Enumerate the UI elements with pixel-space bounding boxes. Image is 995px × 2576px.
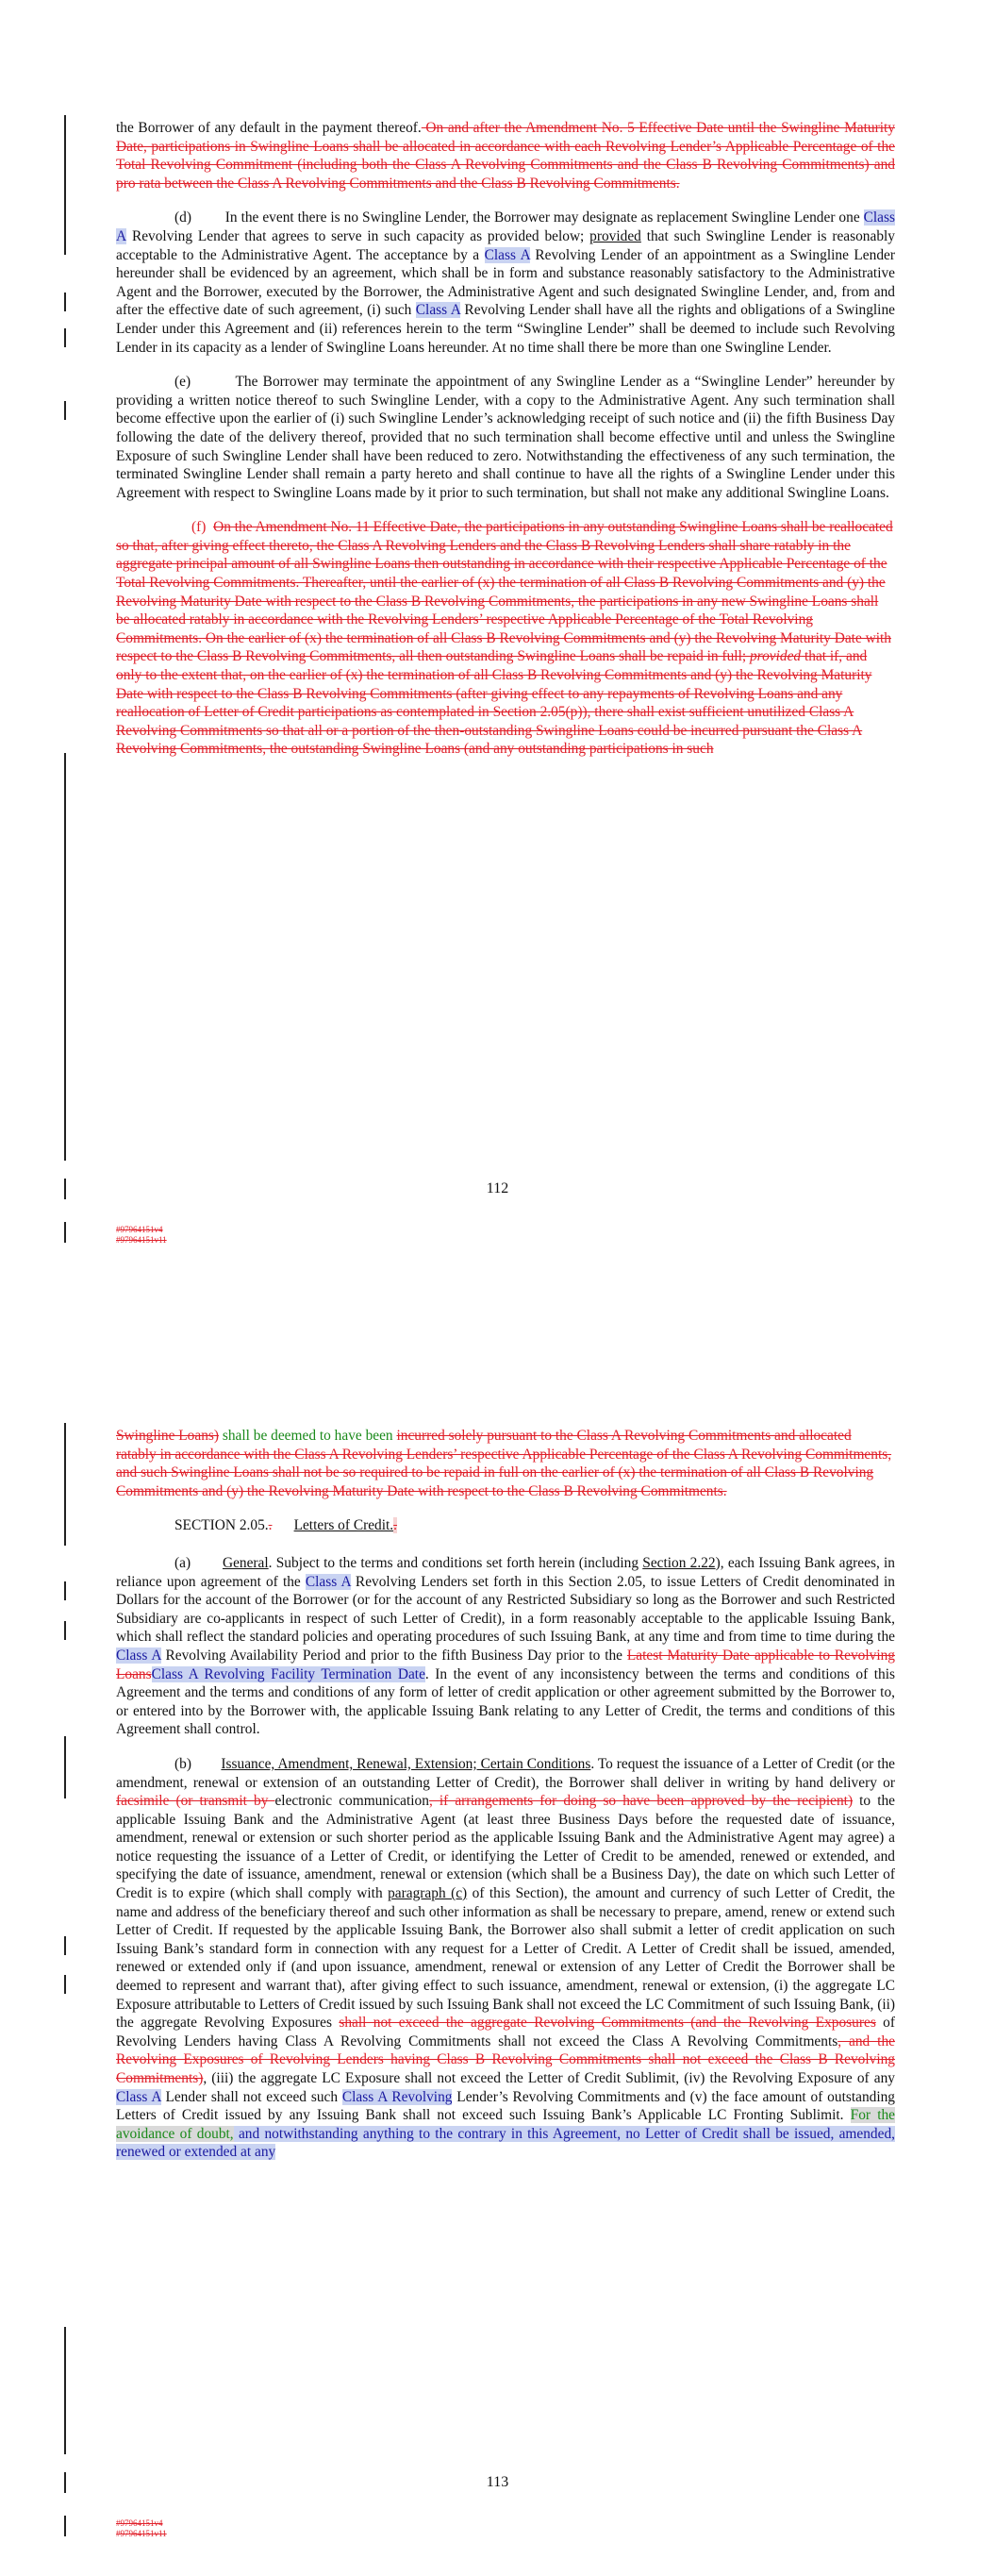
text-run: . In the event of any inconsistency between the terms and conditions of this Agreement and the terms and conditions of any form of letter of credit application or other agreement submitted by the Borrower to, or entered into by the Borrower with, the applicable Issuing Bank relating to any Letter of Credit, the terms and conditions of this Agreement shall control. (116, 1665, 895, 1738)
page-112 (0, 0, 995, 1245)
change-bar (64, 115, 66, 255)
page-113 (0, 1227, 995, 2576)
change-bar (64, 328, 66, 347)
page-112-body (116, 119, 895, 775)
change-bar (64, 2327, 66, 2346)
inserted-text: Class A Revolving (341, 2088, 453, 2105)
inserted-text: and notwithstanding anything to the contrary in this Agreement, no Letter of Credit shall be issued, amended, renewed or extended at any (116, 2125, 895, 2161)
paragraph-e (116, 373, 895, 502)
inserted-text: Class A (116, 2088, 161, 2105)
deleted-text: Latest Maturity Date applicable to Revolving Loans (116, 1647, 895, 1682)
change-bar (64, 1581, 66, 1600)
paragraph-label: (a) (174, 1554, 191, 1571)
section-title: Letters of Credit. (293, 1517, 394, 1534)
paragraph-heading: Issuance, Amendment, Renewal, Extension; Certain Conditions (221, 1755, 591, 1772)
inserted-text: Class A (116, 1647, 161, 1664)
underlined-term: provided (589, 227, 641, 244)
text-run: Lender’s Revolving Commitments and (v) the face amount of outstanding Letters of Credit issued by any Issuing Bank shall not exceed such Issuing Bank’s Applicable LC Fronting Sublimit. (116, 2088, 895, 2124)
page-number: 113 (486, 2474, 509, 2490)
text-run: In the event there is no Swingline Lender, the Borrower may designate as replacement Swingline Lender one (224, 209, 864, 226)
change-bar (64, 1736, 66, 1755)
paragraph-label: (f) (191, 519, 207, 536)
text-run: to the applicable Issuing Bank and the Administrative Agent (at least three Business Days before the requested date of issuance, amendment, renewal or extension or such shorter period as the applicable Issuing Bank and the Administrative Agent may agree) a notice requesting the issuance of a Letter of Credit, or identifying the Letter of Credit to be amended, renewed or extended, and specifying the date of issuance, amendment, renewal or extension (which shall be a Business Day), the date on which such Letter of Credit is to expire (which shall comply with (116, 1793, 895, 1902)
deleted-text: facsimile (or transmit by (116, 1793, 275, 1810)
paragraph-f (116, 518, 895, 759)
text-run: electronic communication (274, 1793, 429, 1810)
text-run: Lender shall not exceed such (160, 2088, 342, 2105)
inserted-text: Class A Revolving Facility Termination Date (151, 1665, 425, 1682)
inserted-text: Class A (305, 1573, 351, 1590)
deleted-text: , and the Revolving Exposures of Revolving Lenders having Class B Revolving Commitments shall not exceed the Class B Revolving Commitments) (116, 2032, 895, 2086)
text-run: of this Section), the amount and currency of such Letter of Credit, the name and address of the beneficiary thereof and such other information as shall be necessary to prepare, amend, renew or extend such Letter of Credit. If requested by the applicable Issuing Bank, the Borrower also shall submit a letter of credit application on such Issuing Bank’s standard form in connection with any request for a Letter of Credit. A Letter of Credit shall be issued, amended, renewed or extended only if (and upon issuance, amendment, renewal or extension of any Letter of Credit the Borrower shall be deemed to represent and warrant that), after giving effect to such issuance, amendment, renewal or extension, (i) the aggregate LC Exposure attributable to Letters of Credit issued by such Issuing Bank shall not exceed the LC Commitment of such Issuing Bank, (ii) the aggregate Revolving Exposures (116, 1885, 895, 2032)
paragraph-a (116, 1554, 895, 1739)
text-run: Revolving Availability Period and prior to the fifth Business Day prior to the (160, 1647, 627, 1664)
text-run: Revolving Lenders set forth in this Section 2.05, to issue Letters of Credit denominated in Dollars for the account of the Borrower (or for the account of any Restricted Subsidiary so long as the Borrower and such Restricted Subsidiary are co-applicants in respect of such Letter of Credit), in a form reasonably acceptable to the applicable Issuing Bank, which shall reflect the standard policies and operating procedures of such Issuing Bank, at any time and from time to time during the (116, 1573, 895, 1646)
deleted-text: On the Amendment No. 11 Effective Date, the participations in any outstanding Swingline Loans shall be reallocated so that, after giving effect thereto, the Class A Revolving Lenders and the Class B Revolving Lenders shall share ratably in the aggregate principal amount of all Swingline Loans then outstanding in accordance with their respective Applicable Percentage of the Total Revolving Commitments. Thereafter, until the earlier of (x) the termination of all Class B Revolving Commitments and (y) the Revolving Maturity Date with respect to the Class B Revolving Commitments, the participations in any new Swingline Loans shall be allocated ratably in accordance with the Revolving Lenders’ respective Applicable Percentage of the Total Revolving Commitments. On the earlier of (x) the termination of all Class B Revolving Commitments and (y) the Revolving Maturity Date with respect to the Class B Revolving Commitments, all then outstanding Swingline Loans shall be repaid in full; (116, 519, 893, 665)
change-bar (64, 2346, 66, 2454)
deleted-text: . (393, 1517, 398, 1534)
page-number: 112 (486, 1180, 509, 1196)
paragraph-label: (e) (174, 374, 191, 391)
doc-id: #97964151v11 (116, 2529, 167, 2538)
deleted-text: provided (749, 648, 802, 665)
deleted-text: Swingline Loans) (116, 1428, 220, 1444)
paragraph-b (116, 1755, 895, 2162)
paragraph-label: (b) (174, 1755, 191, 1772)
deleted-text: On and after the Amendment No. 5 Effective Date until the Swingline Maturity Date, participations in Swingline Loans shall be allocated in accordance with each Revolving Lender’s Applicable Percentage of the Total Revolving Commitment (including both the Class A Revolving Commitments and the Class B Revolving Commitments) and pro rata between the Class A Revolving Commitments and the Class B Revolving Commitments. (116, 120, 895, 192)
section-number: SECTION 2.05. (174, 1517, 269, 1534)
paragraph-reference: paragraph (c) (388, 1885, 468, 1902)
paragraph-label: (d) (174, 209, 191, 226)
deleted-text: , if arrangements for doing so have been approved by the recipient) (428, 1793, 854, 1810)
text-run: The Borrower may terminate the appointment of any Swingline Lender as a “Swingline Lender” hereunder by providing a written notice thereof to such Swingline Lender, with a copy to the Administrative Agent. Any such termination shall become effective upon the earlier of (i) such Swingline Lender’s acknowledging receipt of such notice and (ii) the fifth Business Day following the date of the delivery thereof, provided that no such termination shall become effective until and unless the Swingline Exposure of such Swingline Lender shall have been reduced to zero. Notwithstanding the effectiveness of any such termination, the terminated Swingline Lender shall remain a party hereto and shall continue to have all the rights of a Swingline Lender under this Agreement with respect to Swingline Loans made by it prior to such termination, but shall not make any additional Swingline Loans. (116, 374, 895, 501)
page-113-body (116, 1427, 895, 2178)
change-bar (64, 1755, 66, 1798)
change-bar (64, 2516, 66, 2536)
text-run: . Subject to the terms and conditions set forth herein (including (268, 1554, 643, 1571)
inserted-text: Class A (415, 302, 460, 319)
change-bar (64, 401, 66, 420)
deleted-text: shall not exceed the aggregate Revolving Commitments (and the Revolving Exposures (339, 2015, 876, 2032)
change-bar (64, 293, 66, 311)
deleted-text: incurred solely pursuant to the Class A Revolving Commitments and allocated ratably in accordance with the Class A Revolving Lenders’ respective Applicable Percentage of the Class A Revolving Commitments, and such Swingline Loans shall not be so required to be repaid in full on the earlier of (x) the termination of all Class B Revolving Commitments and (y) the Revolving Maturity Date with respect to the Class B Revolving Commitments. (116, 1428, 892, 1499)
change-bar (64, 1975, 66, 1994)
change-bar (64, 1936, 66, 1955)
text-run: , (iii) the aggregate LC Exposure shall not exceed the Letter of Credit Sublimit, (iv) the Revolving Exposure of any (203, 2070, 895, 2086)
doc-id: #97964151v4 (116, 1225, 163, 1234)
text-run: Revolving Lender of an appointment as a Swingline Lender hereunder shall be evidenced by an agreement, which shall be in form and substance reasonably satisfactory to the Administrative Agent and the Borrower, executed by the Borrower, the Administrative Agent and such designated Swingline Lender, and, from and after the effective date of such agreement, (i) such (116, 246, 895, 319)
text-run: ), each Issuing Bank agrees, in reliance upon agreement of the (116, 1554, 896, 1590)
change-bar (64, 753, 66, 1161)
text-run: Revolving Lender that agrees to serve in such capacity as provided below; (126, 227, 590, 244)
change-bar (64, 1423, 66, 1546)
section-heading (116, 1516, 895, 1535)
text-run: Revolving Lender shall have all the rights and obligations of a Swingline Lender under this Agreement and (ii) references herein to the term “Swingline Lender” shall be deemed to include such Revolving Lender in its capacity as a lender of Swingline Loans hereunder. At no time shall there be more than one Swingline Lender. (116, 302, 895, 356)
doc-id: #97964151v11 (116, 1235, 167, 1245)
inserted-text: Class A (116, 209, 895, 244)
paragraph-heading: General (222, 1554, 269, 1571)
deleted-text: that if, and only to the extent that, on the earlier of (x) the termination of all Class B Revolving Commitments and (y) the Revolving Maturity Date with respect to the Class B Revolving Commitments (after giving effect to any repayments of Revolving Loans and any reallocation of Letter of Credit participations as contemplated in Section 2.05(p)), there shall exist sufficient unutilized Class A Revolving Commitments so that all or a portion of the then-outstanding Swingline Loans could be incurred pursuant the Class A Revolving Commitments, the outstanding Swingline Loans (and any outstanding participations in such (116, 648, 872, 758)
paragraph-intro (116, 119, 895, 192)
deleted-text: . (268, 1517, 273, 1534)
moved-text: For the avoidance of doubt, (116, 2107, 895, 2142)
paragraph-d (116, 209, 895, 357)
text-run: . To request the issuance of a Letter of Credit (or the amendment, renewal or extension of an outstanding Letter of Credit), the Borrower shall deliver in writing by hand delivery or (116, 1755, 895, 1791)
doc-id: #97964151v4 (116, 2518, 163, 2528)
text-run: that such Swingline Lender is reasonably acceptable to the Administrative Agent. The acceptance by a (116, 227, 895, 263)
change-bar (64, 1621, 66, 1640)
paragraph-continued (116, 1427, 895, 1500)
section-reference: Section 2.22 (642, 1554, 716, 1571)
inserted-text: Class A (484, 246, 530, 263)
text-run: of Revolving Lenders having Class A Revolving Commitments shall not exceed the Class A Revolving Commitments (116, 2015, 896, 2049)
moved-text: shall be deemed to have been (219, 1428, 397, 1444)
text-run: the Borrower of any default in the payment thereof. (116, 120, 422, 136)
